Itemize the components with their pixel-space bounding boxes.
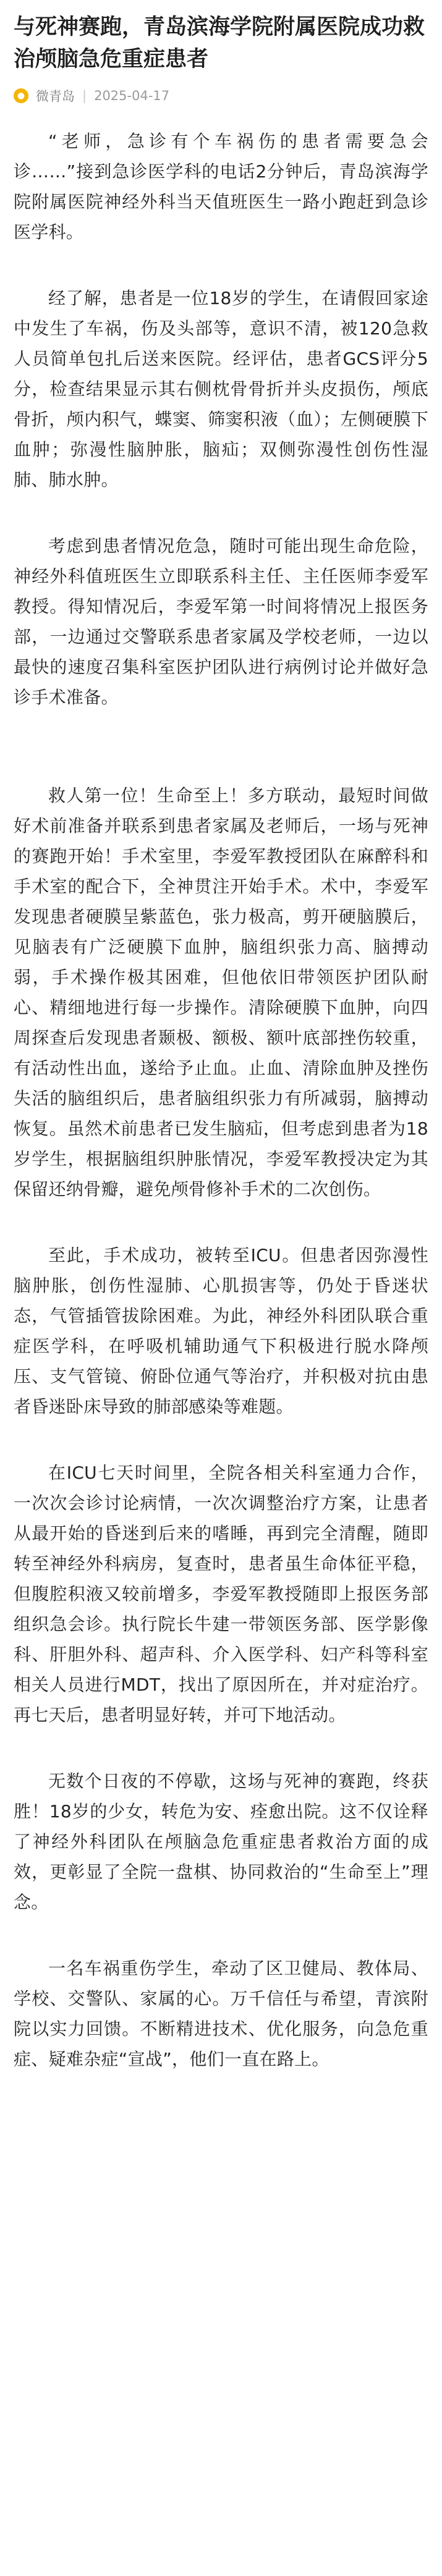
paragraph-3: 考虑到患者情况危急，随时可能出现生命危险，神经外科值班医生立即联系科主任、主任医师李爱军教授。得知情况后，李爱军第一时间将情况上报医务部，一边通过交警联系患者家属及学校老师，一边以最快的速度召集科室医护团队进行病例讨论并做好急诊手术准备。 [14,536,428,707]
publish-date: 2025-04-17 [94,88,170,103]
paragraph-5: 至此，手术成功，被转至ICU。但患者因弥漫性脑肿胀，创伤性湿肺、心肌损害等，仍处于昏迷状态，气管插管拔除困难。为此，神经外科团队联合重症医学科，在呼吸机辅助通气下积极进行脱水降颅压、支气管镜、俯卧位通气等治疗，并积极对抗由患者昏迷卧床导致的肺部感染等难题。 [14,1245,428,1417]
paragraph-8: 一名车祸重伤学生，牵动了区卫健局、教体局、学校、交警队、家属的心。万千信任与希望，青滨附院以实力回馈。不断精进技术、优化服务，向急危重症、疑难杂症“宣战”，他们一直在路上。 [14,1958,428,2069]
weiqingdao-logo-icon[interactable]: ● [14,88,28,103]
author-name[interactable]: 微青岛 [36,89,75,104]
paragraph-6: 在ICU七天时间里，全院各相关科室通力合作，一次次会诊讨论病情，一次次调整治疗方案，让患者从最开始的昏迷到后来的嗜睡，再到完全清醒，随即转至神经外科病房，复查时，患者虽生命体征平稳，但腹腔积液又较前增多，李爱军教授随即上报医务部组织急会诊。执行院长牛建一带领医务部、医学影像科、肝胆外科、超声科、介入医学科、妇产科等科室相关人员进行MDT，找出了原因所在，并对症治疗。再七天后，患者明显好转，并可下地活动。 [14,1463,428,1725]
paragraph-7: 无数个日夜的不停歇，这场与死神的赛跑，终获胜！18岁的少女，转危为安、痊愈出院。这不仅诠释了神经外科团队在颅脑急危重症患者救治方面的成效，更彰显了全院一盘棋、协同救治的“生命至上”理念。 [14,1771,428,1912]
article-meta [14,87,428,105]
paragraph-2: 经了解，患者是一位18岁的学生，在请假回家途中发生了车祸，伤及头部等，意识不清，被120急救人员简单包扎后送来医院。经评估，患者GCS评分5分，检查结果显示其右侧枕骨骨折并头皮损伤，颅底骨折，颅内积气，蝶窦、筛窦积液（血）；左侧硬膜下血肿；弥漫性脑肿胀，脑疝；双侧弥漫性创伤性湿肺、肺水肿。 [14,288,428,490]
meta-separator: | [82,88,87,103]
article-title: 与死神赛跑，青岛滨海学院附属医院成功救治颅脑急危重症患者 [14,15,425,72]
paragraph-1: “老师，急诊有个车祸伤的患者需要急会诊……”接到急诊医学科的电话2分钟后，青岛滨海学院附属医院神经外科当天值班医生一路小跑赶到急诊医学科。 [14,131,428,242]
paragraph-4: 救人第一位！生命至上！多方联动，最短时间做好术前准备并联系到患者家属及老师后，一场与死神的赛跑开始！手术室里，李爱军教授团队在麻醉科和手术室的配合下，全神贯注开始手术。术中，李爱军发现患者硬膜呈紫蓝色，张力极高，剪开硬脑膜后，见脑表有广泛硬膜下血肿，脑组织张力高、脑搏动弱，手术操作极其困难，但他依旧带领医护团队耐心、精细地进行每一步操作。清除硬膜下血肿，向四周探查后发现患者颞极、额极、额叶底部挫伤较重，有活动性出血，遂给予止血。止血、清除血肿及挫伤失活的脑组织后，患者脑组织张力有所减弱，脑搏动恢复。虽然术前患者已发生脑疝，但考虑到患者为18岁学生，根据脑组织肿胀情况，李爱军教授决定为其保留还纳骨瓣，避免颅骨修补手术的二次创伤。 [14,785,428,1199]
